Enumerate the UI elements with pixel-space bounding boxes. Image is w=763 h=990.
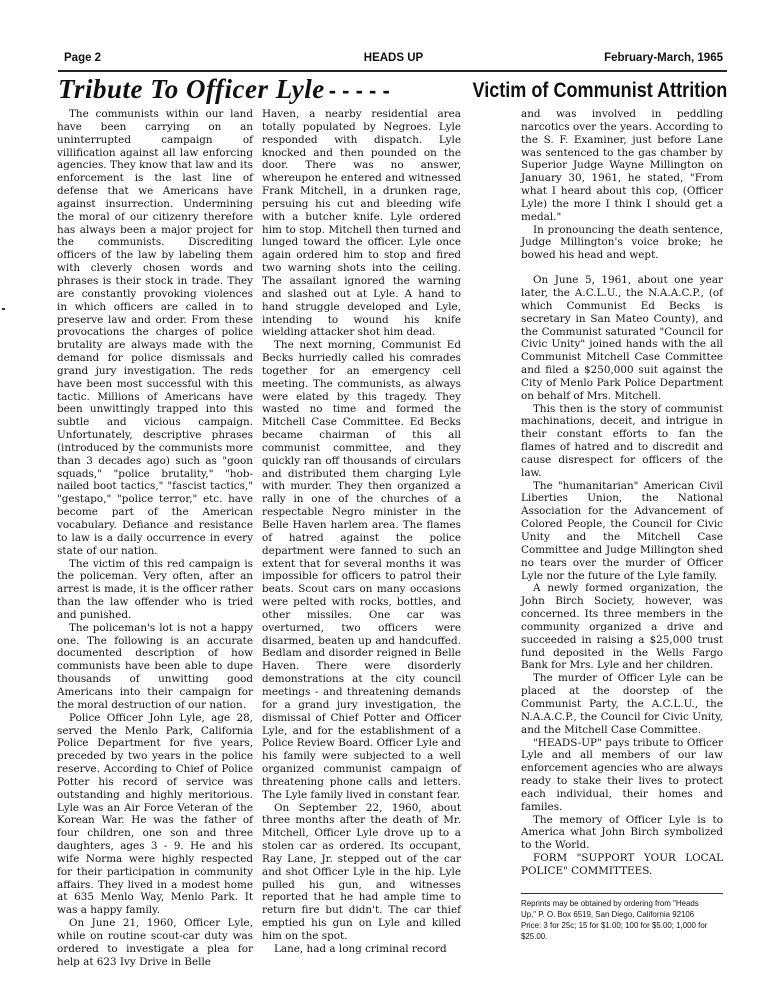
paragraph: The murder of Officer Lyle can be placed at the doorstep of the Communist Party, the A.C.L.U., the N.A.A.C.P., the Council for Civic Unity, and the Mitchell Case Committee. [521, 672, 723, 736]
paragraph: This then is the story of communist machinations, deceit, and intrigue in their constant efforts to fan the flames of hatred and to discredit and cause disrespect for officers of the law. [521, 402, 723, 479]
paragraph: Lane, had a long criminal record [274, 942, 447, 955]
paragraph: The "humanitarian" American Civil Liberties Union, the National Association for the Advancement of Colored People, the Council for Civic Unity and the Mitchell Case Committee and Judge Millington shed no tears over the murder of Officer Lyle nor the future of the Lyle family. [521, 479, 723, 582]
article-title [58, 74, 727, 108]
publication-name: HEADS UP [363, 52, 424, 64]
paragraph: The next morning, Communist Ed Becks hurriedly called his comrades together for an emergency cell meeting. The communists, as always were elated by this tragedy. They wasted no time and formed the Mitchell Case Committee. Ed Becks became chairman of this all communist committee, and they quickly ran off thousands of circulars and distributed them charging Lyle with murder. They then organized a rally in one of the churches of a respectable Negro minister in the Belle Haven harlem area. The flames of hatred against the police department were fanned to such an extent that for several months it was impossible for officers to patrol their beats. Scout cars on many occasions were pelted with rocks, bottles, and other missiles. One car was overturned, two officers were disarmed, beaten up and handcuffed. Bedlam and disorder reigned in Belle Haven. There were disorderly demonstrations at the city council meetings - and threatening demands for a grand jury investigation, the dismissal of Chief Potter and Officer Lyle, and for the establishment of a Police Review Board. Officer Lyle and his family were subjected to a well organized communist campaign of threatening phone calls and letters. The Lyle family lived in constant fear. [262, 339, 461, 801]
paragraph: The communists within our land have been carrying on an uninterrupted campaign of villification against all law enforcing agencies. They know that law and its enforcement is the last line of defense that we Americans have against insurrection. Undermining the moral of our citizenry therefore has always been a major project for the communists. Discrediting officers of the law by labeling them with cleverly chosen words and phrases is their stock in trade. They are constantly provoking violences in which officers are called in to preserve law and order. From these provocations the charges of police brutality are always made with the demand for police dismissals and grand jury investigation. The reds have been most successful with this tactic. Millions of Americans have been unwittingly trapped into this subtle and vicious campaign. Unfortunately, descriptive phrases (introduced by the communists more than 3 decades ago) such as "goon squads," "police brutality," "hob-nailed boot tactics," "fascist tactics," "gestapo," "police terror," etc. have become part of the American vocabulary. Defiance and resistance to law is a daily occurrence in every state of our nation. [57, 108, 253, 557]
paragraph: and was involved in peddling narcotics over the years. According to the S. F. Examiner, just before Lane was sentenced to the gas chamber by Superior Judge Wayne Millington on January 30, 1961, he stated, "From what I heard about this cop, (Officer Lyle) the more I think I should get a medal." [521, 108, 723, 223]
paragraph: The victim of this red campaign is the policeman. Very often, after an arrest is made, it is the officer rather than the law offender who is tried and punished. [57, 557, 253, 621]
page-header [64, 52, 723, 68]
paragraph: On June 21, 1960, Officer Lyle, while on routine scout-car duty was ordered to investigate a plea for help at 623 Ivy Drive in Belle [57, 917, 253, 968]
page-number: Page 2 [64, 52, 102, 64]
paragraph: A newly formed organization, the John Birch Society, however, was concerned. Its three members in the community organized a drive and succeeded in raising a $25,000 trust fund deposited in the Wells Fargo Bank for Mrs. Lyle and her children. [521, 582, 723, 672]
paragraph: The policeman's lot is not a happy one. The following is an accurate documented description of how communists have been able to dupe thousands of unwitting good Americans into their campaign for the moral destruction of our nation. [57, 621, 253, 711]
margin-mark [2, 308, 5, 310]
title-subtitle: Victim of Communist Attrition [472, 79, 727, 102]
reprint-note: Reprints may be obtained by ordering from "Heads Up," P. O. Box 6519, San Diego, California 92106 Price: 3 for 25c; 15 for $1.00; 100 for $5.00; 1,000 for $25.00. [521, 898, 708, 941]
paragraph: Police Officer John Lyle, age 28, served the Menlo Park, California Police Department for five years, preceded by two years in the police reserve. According to Chief of Police Potter his record of service was outstanding and highly meritorious. Lyle was an Air Force Veteran of the Korean War. He was the father of four children, one son and three daughters, ages 3 - 9. He and his wife Norma were highly respected for their participation in community affairs. They lived in a modest home at 635 Menlo Way, Menlo Park. It was a happy family. [57, 711, 253, 917]
paragraph: The memory of Officer Lyle is to America what John Birch symbolized to the World. [521, 813, 723, 852]
paragraph: FORM "SUPPORT YOUR LOCAL POLICE" COMMITTEES. [521, 852, 723, 877]
article-column-1 [57, 108, 253, 969]
title-main: Tribute To Officer Lyle [58, 74, 325, 104]
paragraph: "HEADS-UP" pays tribute to Officer Lyle and all members of our law enforcement agencies who are always ready to stake their lives to protect each individual, their homes and familes. [521, 736, 723, 813]
header-rule [58, 70, 727, 72]
issue-date: February-March, 1965 [604, 52, 723, 64]
paragraph: On June 5, 1961, about one year later, the A.C.L.U., the N.A.A.C.P., (of which Communist Ed Becks is secretary in San Mateo County), and the Communist saturated "Council for Civic Unity" joined hands with the all Communist Mitchell Case Committee and filed a $250,000 suit against the City of Menlo Park Police Department on behalf of Mrs. Mitchell. [521, 274, 723, 402]
title-dashes: - - - - - [328, 78, 390, 103]
article-column-3 [521, 108, 723, 878]
reprint-note-rule [521, 893, 723, 894]
paragraph: Haven, a nearby residential area totally populated by Negroes. Lyle responded with dispatch. Lyle knocked and then pounded on the door. There was no answer, whereupon he entered and witnessed Frank Mitchell, in a drunken rage, persuing his cut and bleeding wife with a butcher knife. Lyle ordered him to stop. Mitchell then turned and lunged toward the officer. Lyle once again ordered him to stop and fired two warning shots into the ceiling. The assailant ignored the warning and slashed out at Lyle. A hand to hand struggle developed and Lyle, intending to wound his knife wielding attacker shot him dead. [262, 108, 461, 339]
paragraph-gap [521, 262, 723, 274]
paragraph: On September 22, 1960, about three months after the death of Mr. Mitchell, Officer Lyle drove up to a stolen car as ordered. Its occupant, Ray Lane, Jr. stepped out of the car and shot Officer Lyle in the hip. Lyle pulled his gun, and witnesses reported that he had ample time to return fire but didn't. The car thief emptied his gun on Lyle and killed him on the spot. [262, 801, 461, 942]
paragraph: In pronouncing the death sentence, Judge Millington's voice broke; he bowed his head and wept. [521, 223, 723, 262]
article-column-2 [262, 108, 461, 956]
